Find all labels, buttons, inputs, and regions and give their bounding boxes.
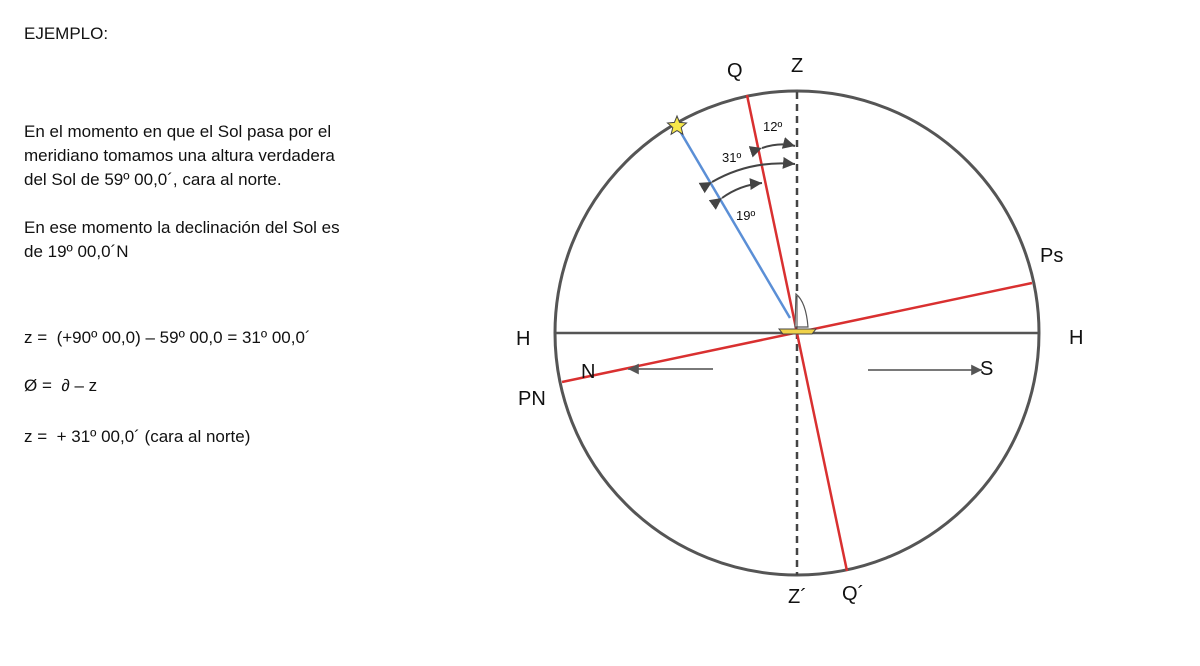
heading: EJEMPLO:: [24, 24, 109, 43]
label-q-prime: Q´: [842, 583, 865, 605]
label-north-pole: PN: [518, 388, 546, 410]
label-zenith: Z: [791, 55, 804, 77]
angle-arc-19: [722, 183, 762, 198]
boat-icon: [779, 294, 816, 334]
label-south-pole: Ps: [1040, 245, 1064, 267]
problem-statement: En el momento en que el Sol pasa por el meridiano tomamos una altura verdadera del Sol de 59º 00,0´, cara al norte.: [24, 122, 335, 189]
angle-arc-31: [712, 163, 795, 182]
equation-latitude: Ø = ∂ – z: [24, 376, 98, 395]
declination-statement: En ese momento la declinación del Sol es de 19º 00,0´N: [24, 218, 340, 261]
label-north: N: [581, 361, 596, 383]
angle-arc-12: [762, 144, 795, 148]
label-south: S: [980, 358, 994, 380]
label-horizon-left: H: [516, 328, 531, 350]
label-nadir: Z´: [788, 586, 807, 608]
label-horizon-right: H: [1069, 327, 1084, 349]
label-q: Q: [727, 60, 743, 82]
equation-zenith-distance: z = (+90º 00,0) – 59º 00,0 = 31º 00,0´: [24, 328, 311, 347]
angle-label-19: 19º: [736, 208, 756, 223]
equation-result: z = + 31º 00,0´ (cara al norte): [24, 427, 251, 446]
angle-label-12: 12º: [763, 119, 783, 134]
angle-label-31: 31º: [722, 150, 742, 165]
